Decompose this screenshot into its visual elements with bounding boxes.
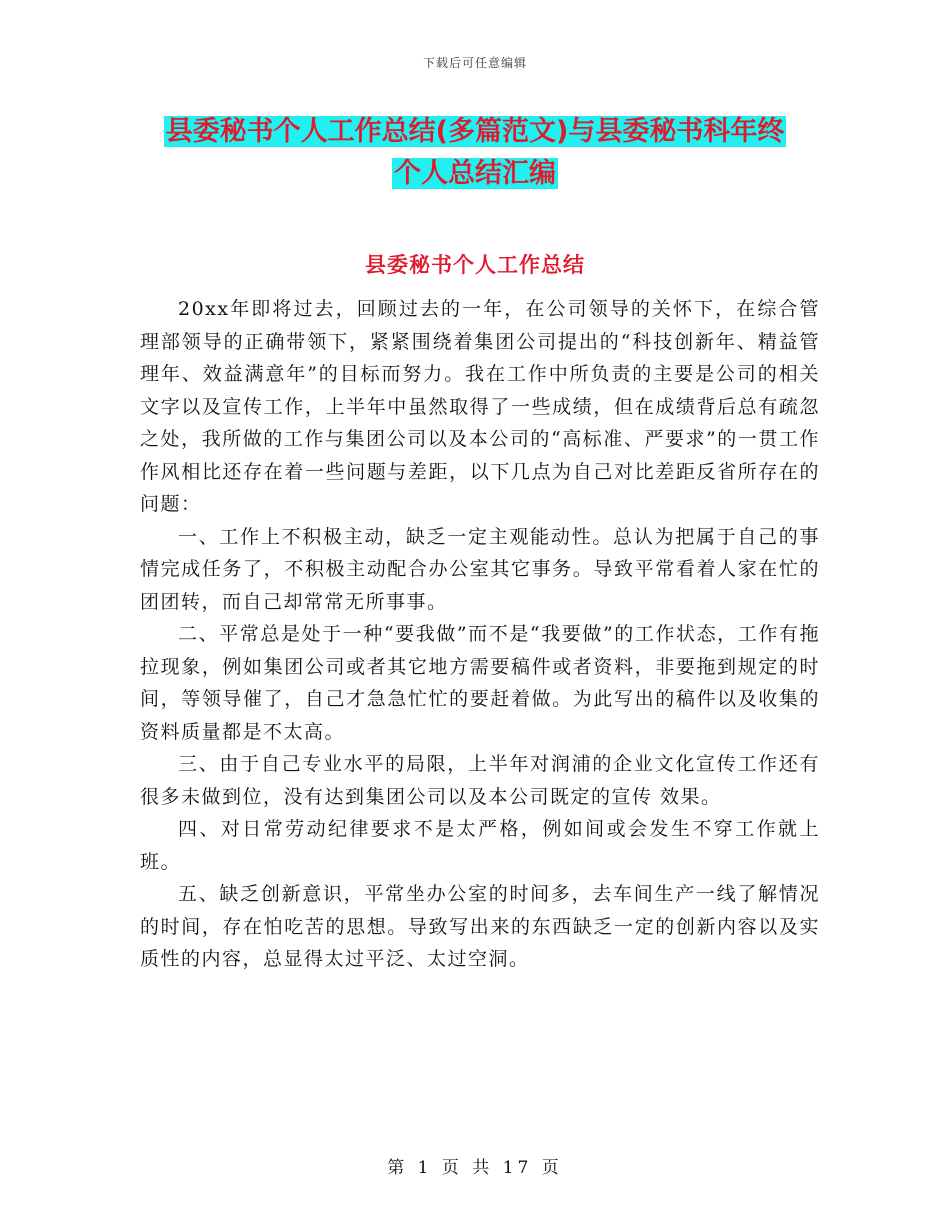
paragraph-item-5: 五、缺乏创新意识，平常坐办公室的时间多，去车间生产一线了解情况的时间，存在怕吃苦的思想。导致写出来的东西缺乏一定的创新内容以及实质性的内容，总显得太过平泛、太过空洞。 — [140, 883, 820, 970]
header-note: 下载后可任意编辑 — [422, 56, 527, 70]
paragraph-item-4: 四、对日常劳动纪律要求不是太严格，例如间或会发生不穿工作就上班。 — [140, 818, 820, 873]
document-title-line-1: 县委秘书个人工作总结(多篇范文)与县委秘书科年终 — [165, 116, 785, 147]
section-title: 县委秘书个人工作总结 — [365, 253, 585, 277]
page-number-footer: 第 1 页 共 17 页 — [387, 1158, 563, 1178]
paragraph-item-2: 二、平常总是处于一种“要我做”而不是“我要做”的工作状态，工作有拖拉现象，例如集团公司或者其它地方需要稿件或者资料，非要拖到规定的时间，等领导催了，自己才急急忙忙的要赶着做。为此写出的稿件以及收集的资料质量都是不太高。 — [140, 623, 820, 743]
document-body — [140, 293, 820, 976]
paragraph-item-3: 三、由于自己专业水平的局限，上半年对润浦的企业文化宣传工作还有很多未做到位，没有达到集团公司以及本公司既定的宣传 效果。 — [140, 753, 820, 808]
document-title — [0, 111, 950, 195]
paragraph-intro: 20xx年即将过去，回顾过去的一年，在公司领导的关怀下，在综合管理部领导的正确带领下，紧紧围绕着集团公司提出的“科技创新年、精益管理年、效益满意年”的目标而努力。我在工作中所负责的主要是公司的相关文字以及宣传工作，上半年中虽然取得了一些成绩，但在成绩背后总有疏忽之处，我所做的工作与集团公司以及本公司的“高标准、严要求”的一贯工作作风相比还存在着一些问题与差距，以下几点为自己对比差距反省所存在的问题： — [140, 298, 820, 515]
document-title-line-2: 个人总结汇编 — [394, 158, 556, 189]
paragraph-item-1: 一、工作上不积极主动，缺乏一定主观能动性。总认为把属于自己的事情完成任务了，不积极主动配合办公室其它事务。导致平常看着人家在忙的团团转，而自己却常常无所事事。 — [140, 525, 820, 613]
